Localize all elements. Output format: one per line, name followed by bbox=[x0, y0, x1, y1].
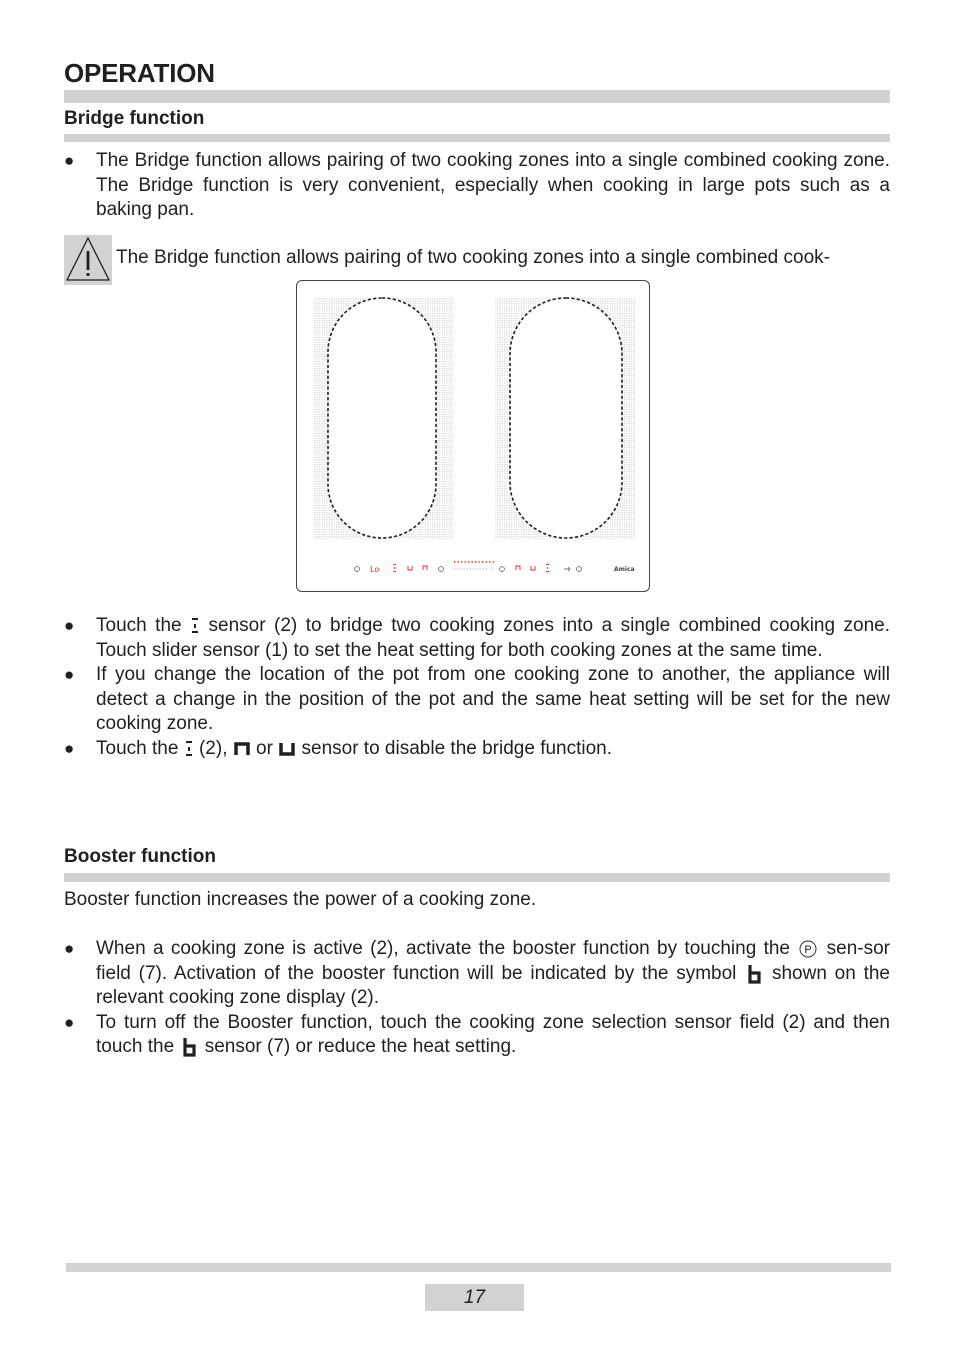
p-sensor-icon bbox=[797, 939, 819, 959]
bridge-heading: Bridge function bbox=[64, 108, 205, 129]
list-item: ● Touch the sensor (2) to bridge two cooking zones into a single combined cooking zone. Touch slider sensor (1) to set the heat setting for both cooking zones at the same time. bbox=[64, 615, 890, 661]
bullet-text: (2), bbox=[198, 737, 228, 759]
bridge-steps-list bbox=[64, 614, 890, 762]
bridge-rule bbox=[64, 134, 890, 142]
bridge-sensor-mark bbox=[393, 564, 396, 565]
left-display: Lo bbox=[370, 565, 380, 574]
bullet-text: or bbox=[256, 737, 273, 759]
list-item: ● Touch the (2), or sensor to disable the bridge function. bbox=[64, 737, 613, 759]
right-cooking-zone bbox=[510, 298, 622, 538]
bullet-text: sensor (7) or reduce the heat setting. bbox=[204, 1036, 517, 1058]
booster-heading: Booster function bbox=[64, 846, 216, 867]
bullet-text: Touch the bbox=[96, 615, 182, 636]
control-panel bbox=[355, 562, 635, 574]
slider-sensor bbox=[454, 562, 494, 569]
left-cooking-zone bbox=[328, 298, 436, 538]
lower-zone-icon bbox=[278, 741, 296, 757]
list-item: ● When a cooking zone is active (2), activate the booster function by touching the P sen-sor field (7). Activation of the booster function will be indicated by the symbol shown on the relevant cooking zone display (2). bbox=[64, 938, 891, 1009]
minus-icon bbox=[439, 567, 444, 572]
upper-zone-icon bbox=[233, 741, 251, 757]
list-item: ● To turn off the Booster function, touch the cooking zone selection sensor field (2) and then touch the sensor (7) or reduce the heat setting. bbox=[64, 1011, 890, 1058]
bridge-sensor-icon bbox=[184, 739, 194, 759]
bullet-text: When a cooking zone is active (2), activate the booster function by touching the bbox=[96, 938, 790, 959]
bullet-text: Touch the bbox=[96, 737, 179, 759]
key-lock-icon bbox=[564, 567, 570, 571]
bullet-text: If you change the location of the pot from one cooking zone to another, the appliance will detect a change in the position of the pot and the same heat setting will be set for the new cooking zone. bbox=[96, 664, 890, 735]
upper-zone-mark bbox=[423, 566, 427, 570]
warning-box bbox=[64, 235, 112, 285]
power-icon bbox=[355, 567, 360, 572]
brand-logo: Amica bbox=[614, 566, 635, 573]
booster-steps-list bbox=[64, 937, 890, 1060]
bullet-text: sensor to disable the bridge function. bbox=[301, 737, 613, 759]
hob-drawing bbox=[297, 281, 649, 591]
list-item: ● The Bridge function allows pairing of two cooking zones into a single combined cooking zone. The Bridge function is very convenient, especially when cooking in large pots such as a baking pan. bbox=[64, 150, 890, 221]
booster-b-icon bbox=[744, 963, 764, 985]
booster-intro: Booster function increases the power of a cooking zone. bbox=[64, 889, 537, 910]
bullet-text: shown on the relevant cooking zone display (2). bbox=[96, 962, 890, 1009]
list-item: ● If you change the location of the pot from one cooking zone to another, the appliance will detect a change in the position of the pot and the same heat setting will be set for the new cooking zone. bbox=[64, 664, 890, 735]
bridge-intro-list bbox=[64, 149, 890, 223]
bridge-sensor-icon bbox=[190, 616, 200, 636]
page-title: OPERATION bbox=[64, 58, 215, 88]
booster-icon bbox=[500, 567, 505, 572]
svg-text:P: P bbox=[804, 943, 812, 956]
title-rule bbox=[64, 90, 890, 103]
bullet-text: sensor (2) to bridge two cooking zones into a single combined cooking zone. Touch slider sensor (1) to set the heat setting for both cooking zones at the same time. bbox=[96, 615, 890, 661]
booster-b-icon bbox=[179, 1036, 199, 1058]
warning-text: The Bridge function allows pairing of two cooking zones into a single combined cook- bbox=[116, 247, 830, 268]
bridge-intro-text: The Bridge function allows pairing of two cooking zones into a single combined cooking zone. The Bridge function is very convenient, especially when cooking in large pots such as a baking pan. bbox=[96, 150, 890, 221]
lower-zone-mark bbox=[408, 566, 412, 570]
page-number: 17 bbox=[425, 1284, 524, 1311]
timer-icon bbox=[577, 567, 582, 572]
bullet-text: To turn off the Booster function, touch the cooking zone selection sensor field (2) and then touch the bbox=[96, 1011, 890, 1058]
footer-rule bbox=[66, 1263, 891, 1272]
bullet-text: sen-sor field (7). Activation of the booster function will be indicated by the symbol bbox=[96, 938, 891, 984]
warning-icon bbox=[64, 235, 112, 285]
booster-rule bbox=[64, 873, 890, 882]
hob-illustration bbox=[296, 280, 650, 592]
